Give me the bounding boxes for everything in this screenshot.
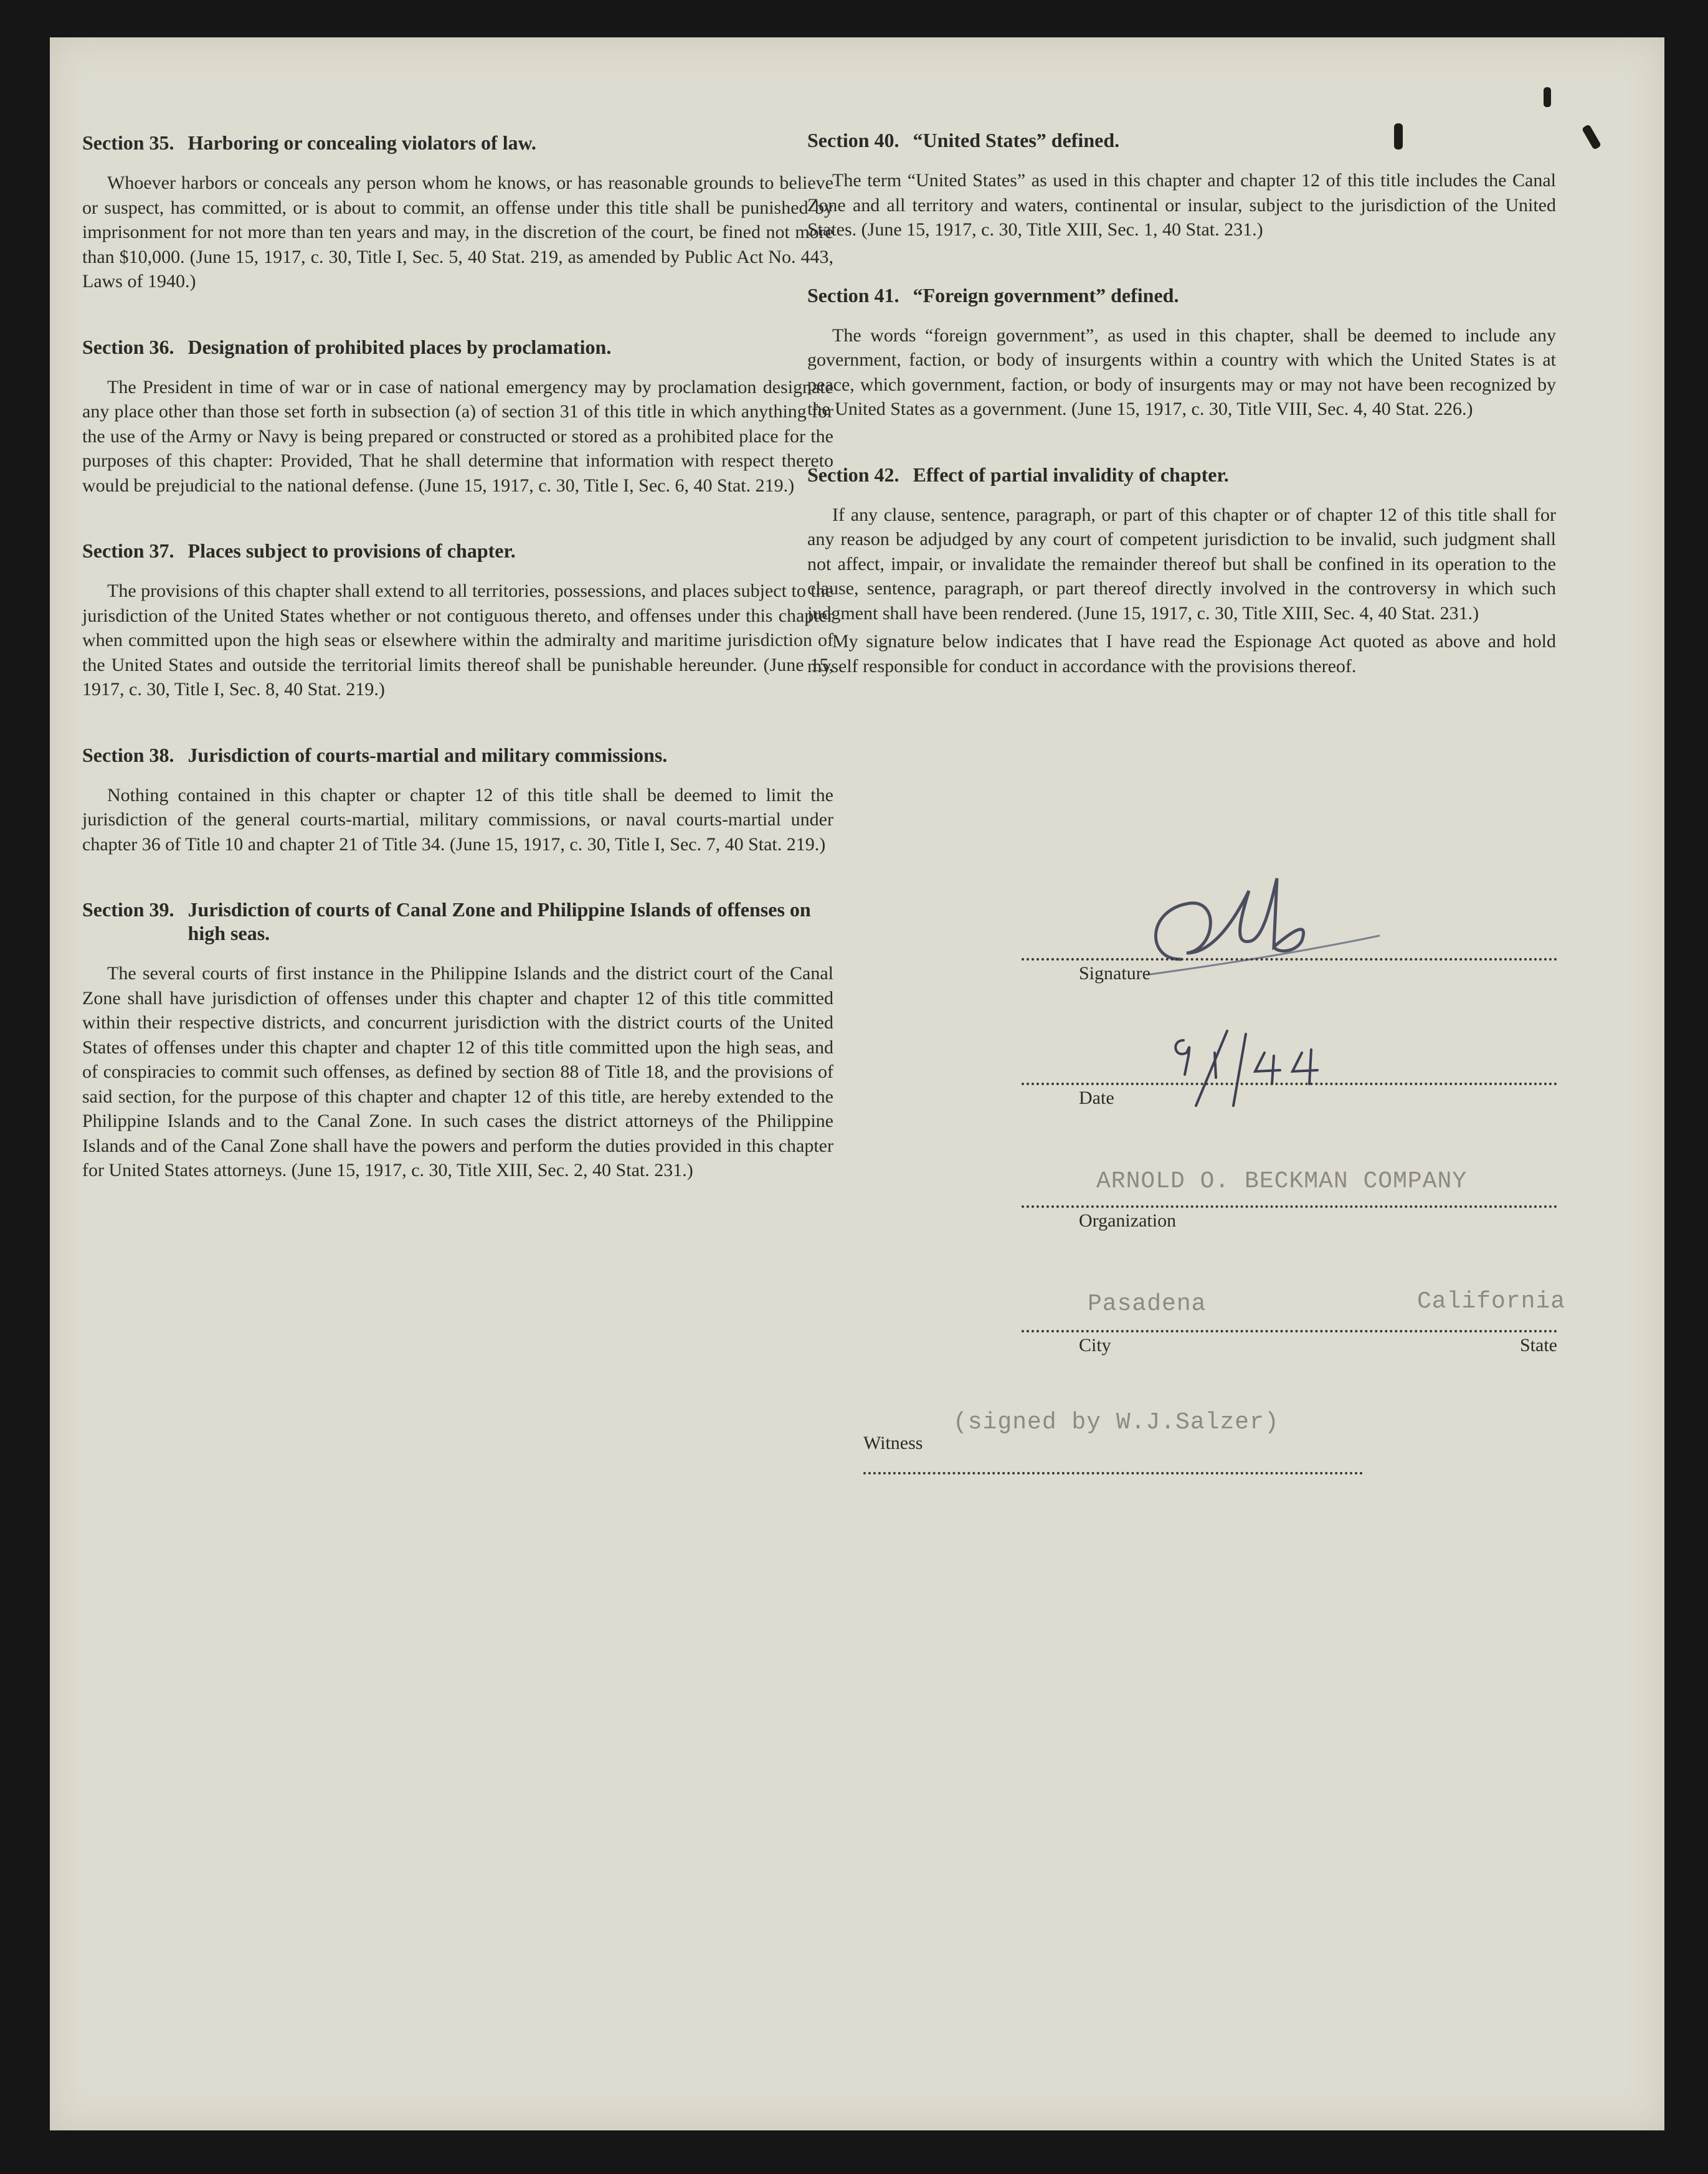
section-number: Section 40. <box>807 129 899 151</box>
paper-mark <box>1394 123 1403 150</box>
section-body: Whoever harbors or conceals any person whom he knows, or has reasonable grounds to believe or suspect, has committed, or is about to commit, an offense under this title shall be punished by imprisonment for not more than ten years and may, in the discretion of the court, be fined not more than $10,000. (June 15, 1917, c. 30, Title I, Sec. 5, 40 Stat. 219, as amended by Public Act No. 443, Laws of 1940.) <box>82 173 833 292</box>
state-value: California <box>1417 1288 1566 1315</box>
city-value: Pasadena <box>1088 1291 1207 1317</box>
section-title: “United States” defined. <box>913 129 1120 151</box>
city-label: City <box>1079 1335 1111 1355</box>
section-42 <box>807 463 1556 679</box>
date-line[interactable] <box>1022 1083 1557 1109</box>
section-number: Section 39. <box>82 898 174 921</box>
section-37 <box>82 539 833 702</box>
city-state-line[interactable] <box>1022 1330 1557 1356</box>
section-body: The provisions of this chapter shall extend to all territories, possessions, and places subject to the jurisdiction of the United States whether or not contiguous thereto, and offenses under this chapter when committed upon the high seas or elsewhere within the admiralty and maritime jurisdiction of the United States and outside the territorial limits thereof shall be punishable hereunder. (June 15, 1917, c. 30, Title I, Sec. 8, 40 Stat. 219.) <box>82 581 833 700</box>
section-body: The several courts of first instance in the Philippine Islands and the district court of the Canal Zone shall have jurisdiction of offenses under this chapter and chapter 12 of this title committed within their respective districts, and concurrent jurisdiction with the district courts of the United States of offenses under this chapter and chapter 12 of this title committed upon the high seas, and of conspiracies to commit such offenses, as defined by section 88 of Title 18, and the provisions of said section, for the purpose of this chapter and chapter 12 of this title, are hereby extended to the Philippine Islands and to the Canal Zone. In such cases the district attorneys of the Philippine Islands and of the Canal Zone shall have the powers and perform the duties provided in this chapter for United States attorneys. (June 15, 1917, c. 30, Title XIII, Sec. 2, 40 Stat. 231.) <box>82 963 833 1180</box>
section-title: Places subject to provisions of chapter. <box>187 539 516 562</box>
section-number: Section 35. <box>82 131 174 154</box>
section-number: Section 37. <box>82 539 174 562</box>
left-column <box>82 131 833 1224</box>
acknowledgement-statement: My signature below indicates that I have read the Espionage Act quoted as above and hold myself responsible for conduct in accordance with the provisions thereof. <box>807 631 1556 676</box>
section-number: Section 42. <box>807 463 899 486</box>
section-body: If any clause, sentence, paragraph, or part of this chapter or of chapter 12 of this title shall for any reason be adjudged by any court of competent jurisdiction to be invalid, such judgment shall not affect, impair, or invalidate the remainder thereof but shall be confined in its operation to the clause, sentence, paragraph, or part thereof directly involved in the controversy in which such judgment shall have been rendered. (June 15, 1917, c. 30, Title XIII, Sec. 4, 40 Stat. 231.) <box>807 504 1556 624</box>
section-41 <box>807 283 1556 422</box>
section-body: Nothing contained in this chapter or chapter 12 of this title shall be deemed to limit the jurisdiction of the general courts-martial, military commissions, or naval courts-martial under chapter 36 of Title 10 and chapter 21 of Title 34. (June 15, 1917, c. 30, Title I, Sec. 7, 40 Stat. 219.) <box>82 784 833 855</box>
section-title: Designation of prohibited places by proclamation. <box>187 335 612 358</box>
section-39 <box>82 898 833 1183</box>
section-35 <box>82 131 833 294</box>
section-body: The President in time of war or in case of national emergency may by proclamation designate any place other than those set forth in subsection (a) of section 31 of this title in which anything for the use of the Army or Navy is being prepared or constructed or stored as a prohibited place for the purposes of this chapter: Provided, That he shall determine that information with respect thereto would be prejudicial to the national defense. (June 15, 1917, c. 30, Title I, Sec. 6, 40 Stat. 219.) <box>82 376 833 496</box>
witness-label: Witness <box>863 1433 923 1453</box>
organization-line[interactable] <box>1022 1205 1557 1232</box>
section-title: Jurisdiction of courts of Canal Zone and Philippine Islands of offenses on high seas. <box>187 898 811 944</box>
section-40 <box>807 128 1556 242</box>
signature-line[interactable] <box>1022 958 1557 984</box>
section-title: Effect of partial invalidity of chapter. <box>913 463 1229 486</box>
section-number: Section 36. <box>82 335 174 358</box>
section-title: “Foreign government” defined. <box>913 283 1179 306</box>
right-column <box>807 128 1556 719</box>
section-36 <box>82 335 833 498</box>
section-number: Section 38. <box>82 743 174 766</box>
state-label: State <box>1520 1335 1557 1355</box>
date-label: Date <box>1079 1088 1114 1108</box>
signature-label: Signature <box>1079 963 1151 984</box>
organization-label: Organization <box>1079 1210 1177 1231</box>
section-title: Jurisdiction of courts-martial and military commissions. <box>187 743 668 766</box>
section-body: The term “United States” as used in this chapter and chapter 12 of this title includes the Canal Zone and all territory and waters, continental or insular, subject to the jurisdiction of the United States. (June 15, 1917, c. 30, Title XIII, Sec. 1, 40 Stat. 231.) <box>807 170 1556 240</box>
section-number: Section 41. <box>807 283 899 306</box>
witness-line[interactable] <box>863 1472 1363 1474</box>
witness-value: (signed by W.J.Salzer) <box>953 1409 1279 1436</box>
section-title: Harboring or concealing violators of law. <box>187 131 536 154</box>
organization-value: ARNOLD O. BECKMAN COMPANY <box>1096 1168 1468 1195</box>
paper-mark <box>1544 87 1551 107</box>
section-body: The words “foreign government”, as used in this chapter, shall be deemed to include any government, faction, or body of insurgents within a country with which the United States is at peace, which government, faction, or body of insurgents may or may not have been recognized by the United States as a government. (June 15, 1917, c. 30, Title VIII, Sec. 4, 40 Stat. 226.) <box>807 325 1556 419</box>
section-38 <box>82 743 833 857</box>
